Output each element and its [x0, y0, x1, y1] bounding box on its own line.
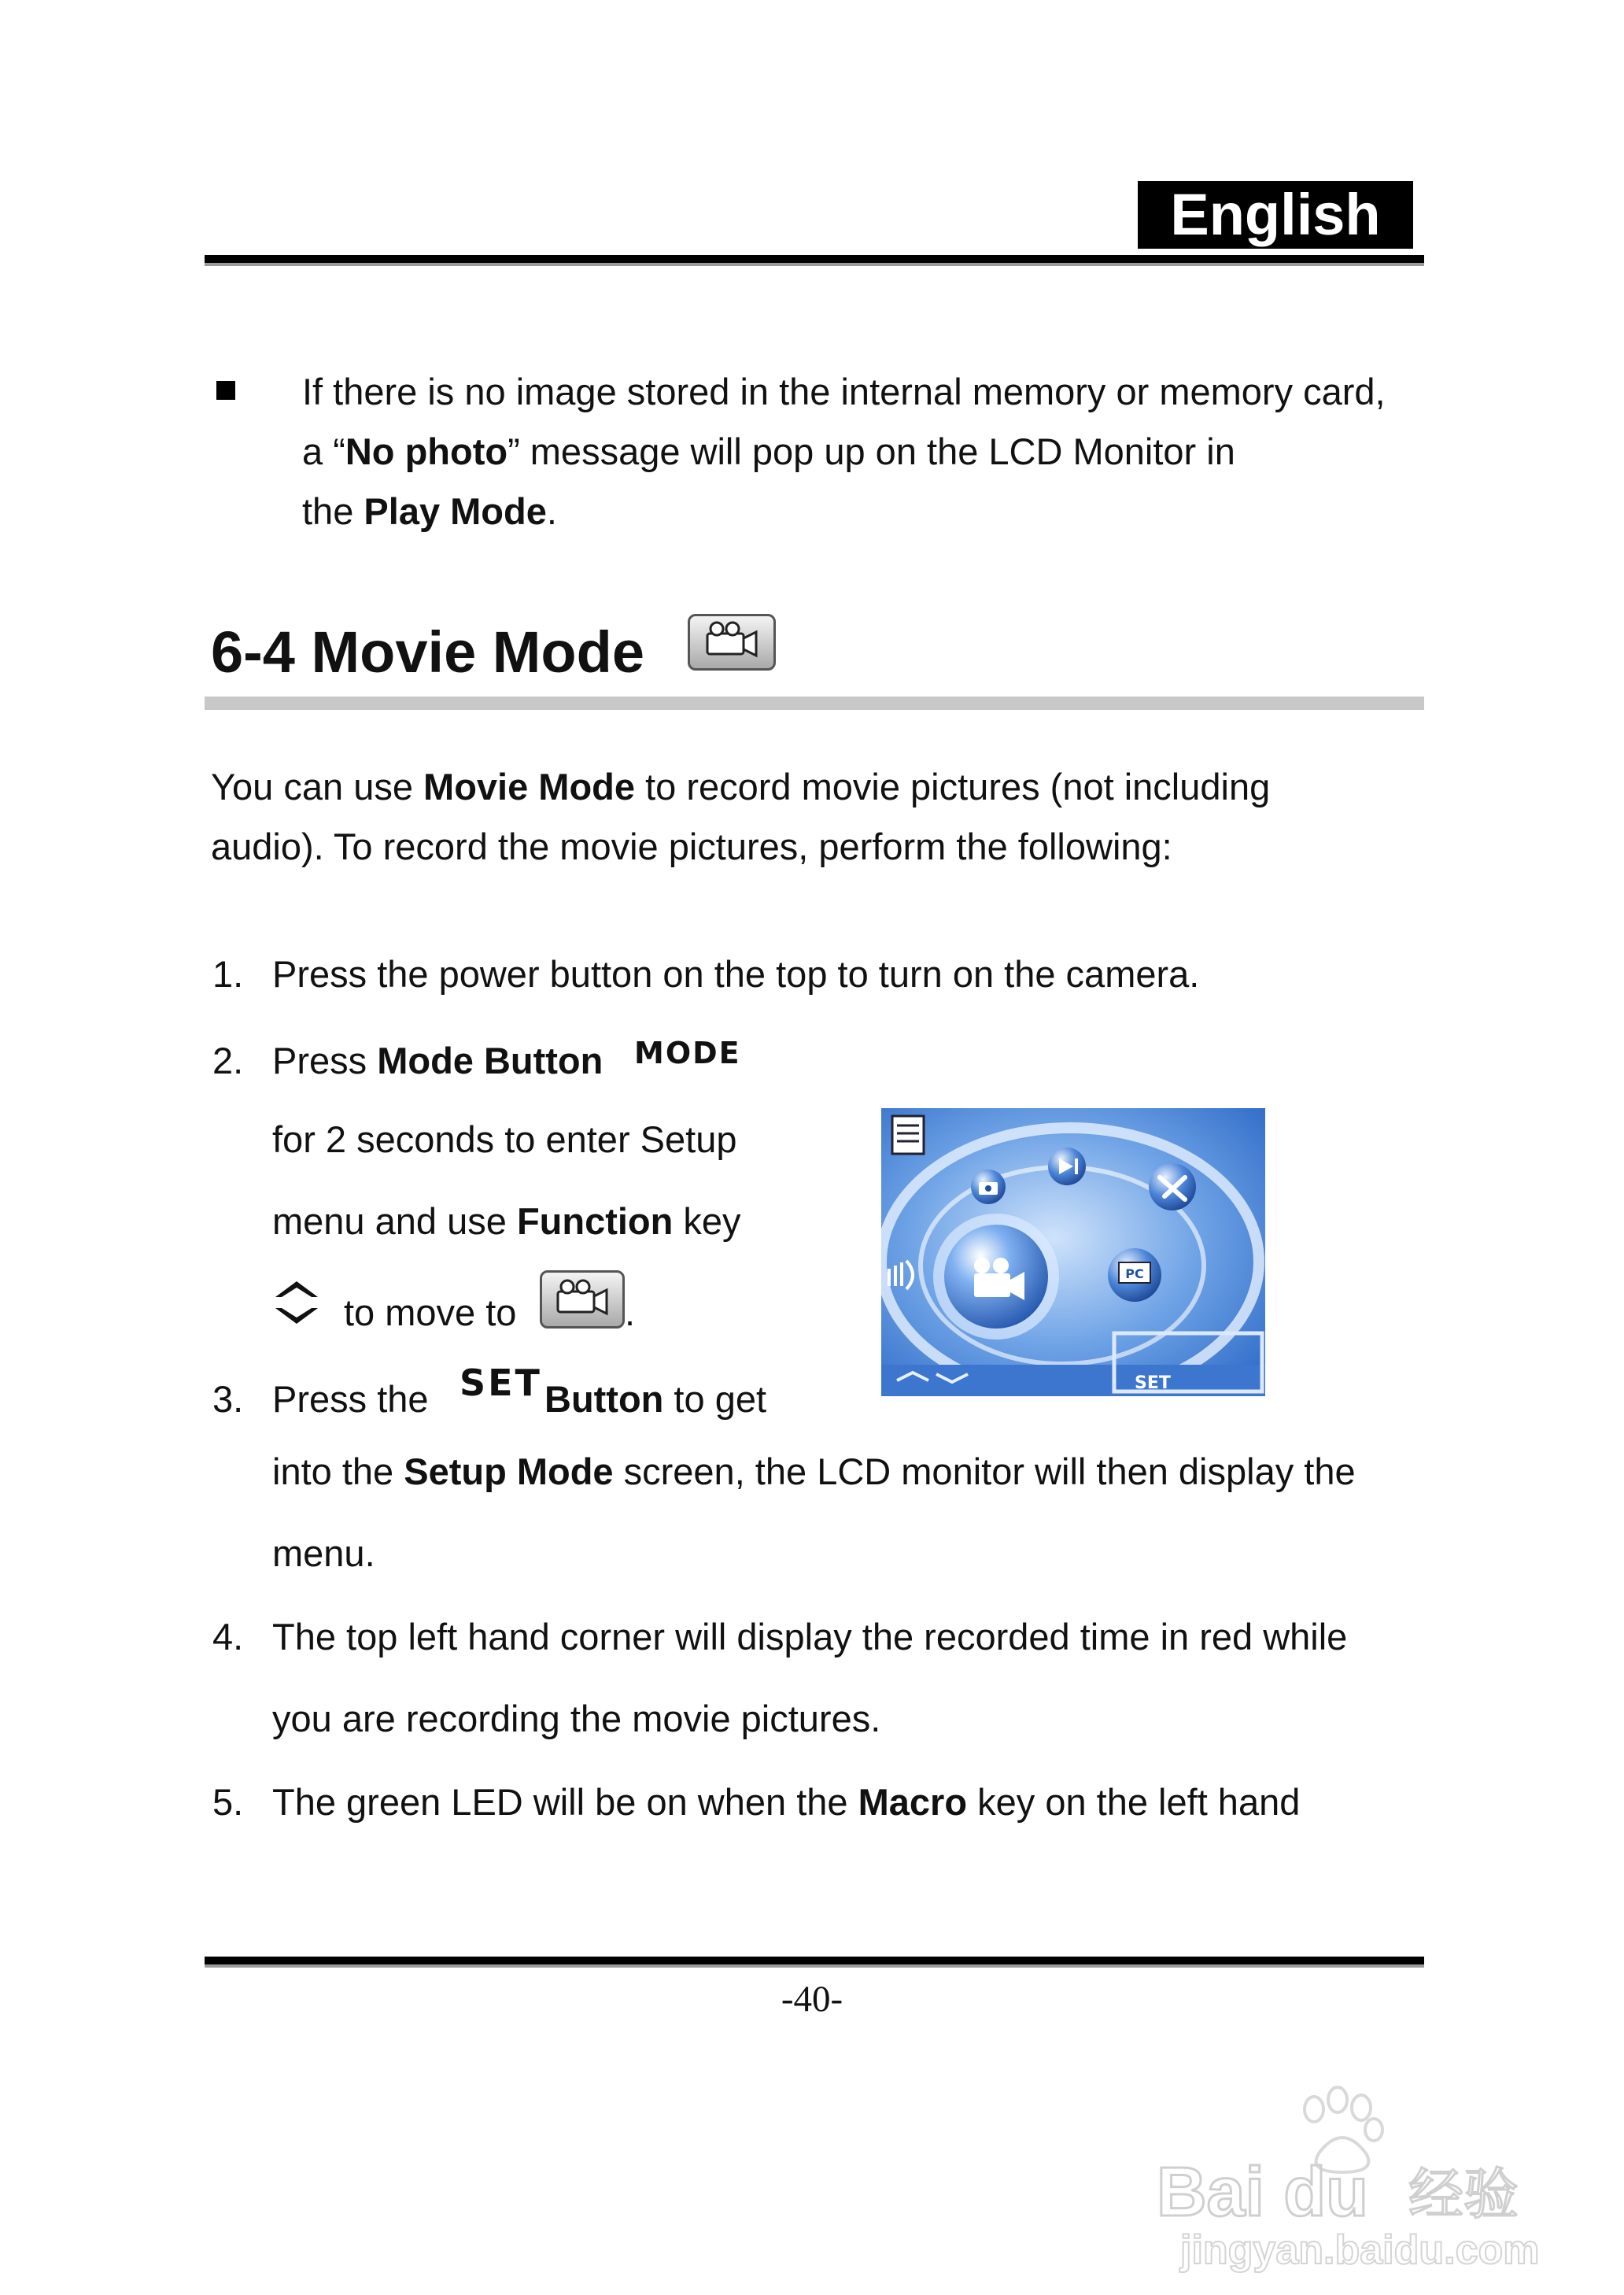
step-3-line-3: menu. — [272, 1532, 375, 1574]
svg-text:经验: 经验 — [1408, 2162, 1519, 2227]
movie-mode-icon — [540, 1270, 625, 1329]
step-5-line-1: The green LED will be on when the Macro key on the left hand — [272, 1781, 1301, 1823]
step-2-line-4-end: . — [625, 1292, 636, 1333]
step-2-line-1: Press Mode Button — [272, 1040, 603, 1081]
language-tag: English — [1138, 181, 1413, 249]
step-2-line-4: to move to — [344, 1292, 517, 1333]
header-rule-shadow — [205, 263, 1424, 266]
step-3-number: 3. — [212, 1378, 244, 1420]
movie-camera-icon — [933, 1214, 1059, 1340]
step-4-line-2: you are recording the movie pictures. — [272, 1698, 881, 1739]
set-button-label: SET — [460, 1362, 542, 1404]
baidu-watermark — [1157, 2078, 1542, 2275]
svg-text:Bai du: Bai du — [1157, 2153, 1368, 2230]
step-2-line-2: for 2 seconds to enter Setup — [272, 1118, 737, 1160]
section-title-rule — [205, 697, 1424, 710]
function-key-arrows-icon — [272, 1277, 321, 1329]
intro-line-1: You can use Movie Mode to record movie pictures (not including — [211, 766, 1271, 808]
step-4-number: 4. — [212, 1616, 244, 1658]
step-2-number: 2. — [212, 1040, 244, 1081]
settings-icon — [1149, 1163, 1196, 1210]
step-4-line-1: The top left hand corner will display the recorded time in red while — [272, 1616, 1348, 1658]
step-3-line-2: into the Setup Mode screen, the LCD monitor will then display the — [272, 1451, 1356, 1492]
note-line-3: the Play Mode. — [302, 490, 557, 532]
camera-icon — [971, 1170, 1006, 1204]
pc-icon — [1108, 1248, 1161, 1302]
movie-mode-icon — [688, 614, 776, 671]
svg-text:jingyan.baidu.com: jingyan.baidu.com — [1180, 2227, 1540, 2273]
intro-line-2: audio). To record the movie pictures, perform the following: — [211, 826, 1172, 867]
playback-icon — [1048, 1148, 1086, 1185]
header-rule — [205, 255, 1424, 263]
footer-rule-shadow — [205, 1964, 1424, 1968]
note-line-2: a “No photo” message will pop up on the LCD Monitor in — [302, 431, 1235, 472]
footer-rule — [205, 1957, 1424, 1964]
page-number: -40- — [781, 1979, 843, 2020]
step-1-text: Press the power button on the top to turn on the camera. — [272, 953, 1200, 995]
step-5-number: 5. — [212, 1781, 244, 1823]
note-line-1: If there is no image stored in the internal memory or memory card, — [302, 371, 1386, 412]
section-title: 6-4 Movie Mode — [211, 619, 644, 685]
step-3-line-1: Button to get — [544, 1378, 767, 1420]
menu-list-icon — [892, 1116, 924, 1154]
mode-button-label: MODE — [634, 1036, 741, 1070]
step-3-line-1-pre: Press the — [272, 1378, 429, 1420]
step-1-number: 1. — [212, 953, 244, 995]
bullet-square-icon — [216, 381, 235, 400]
svg-text:PC: PC — [1125, 1266, 1144, 1281]
lcd-setup-screen — [881, 1108, 1265, 1396]
svg-text:SET: SET — [1135, 1373, 1171, 1393]
step-2-line-3: menu and use Function key — [272, 1200, 741, 1242]
